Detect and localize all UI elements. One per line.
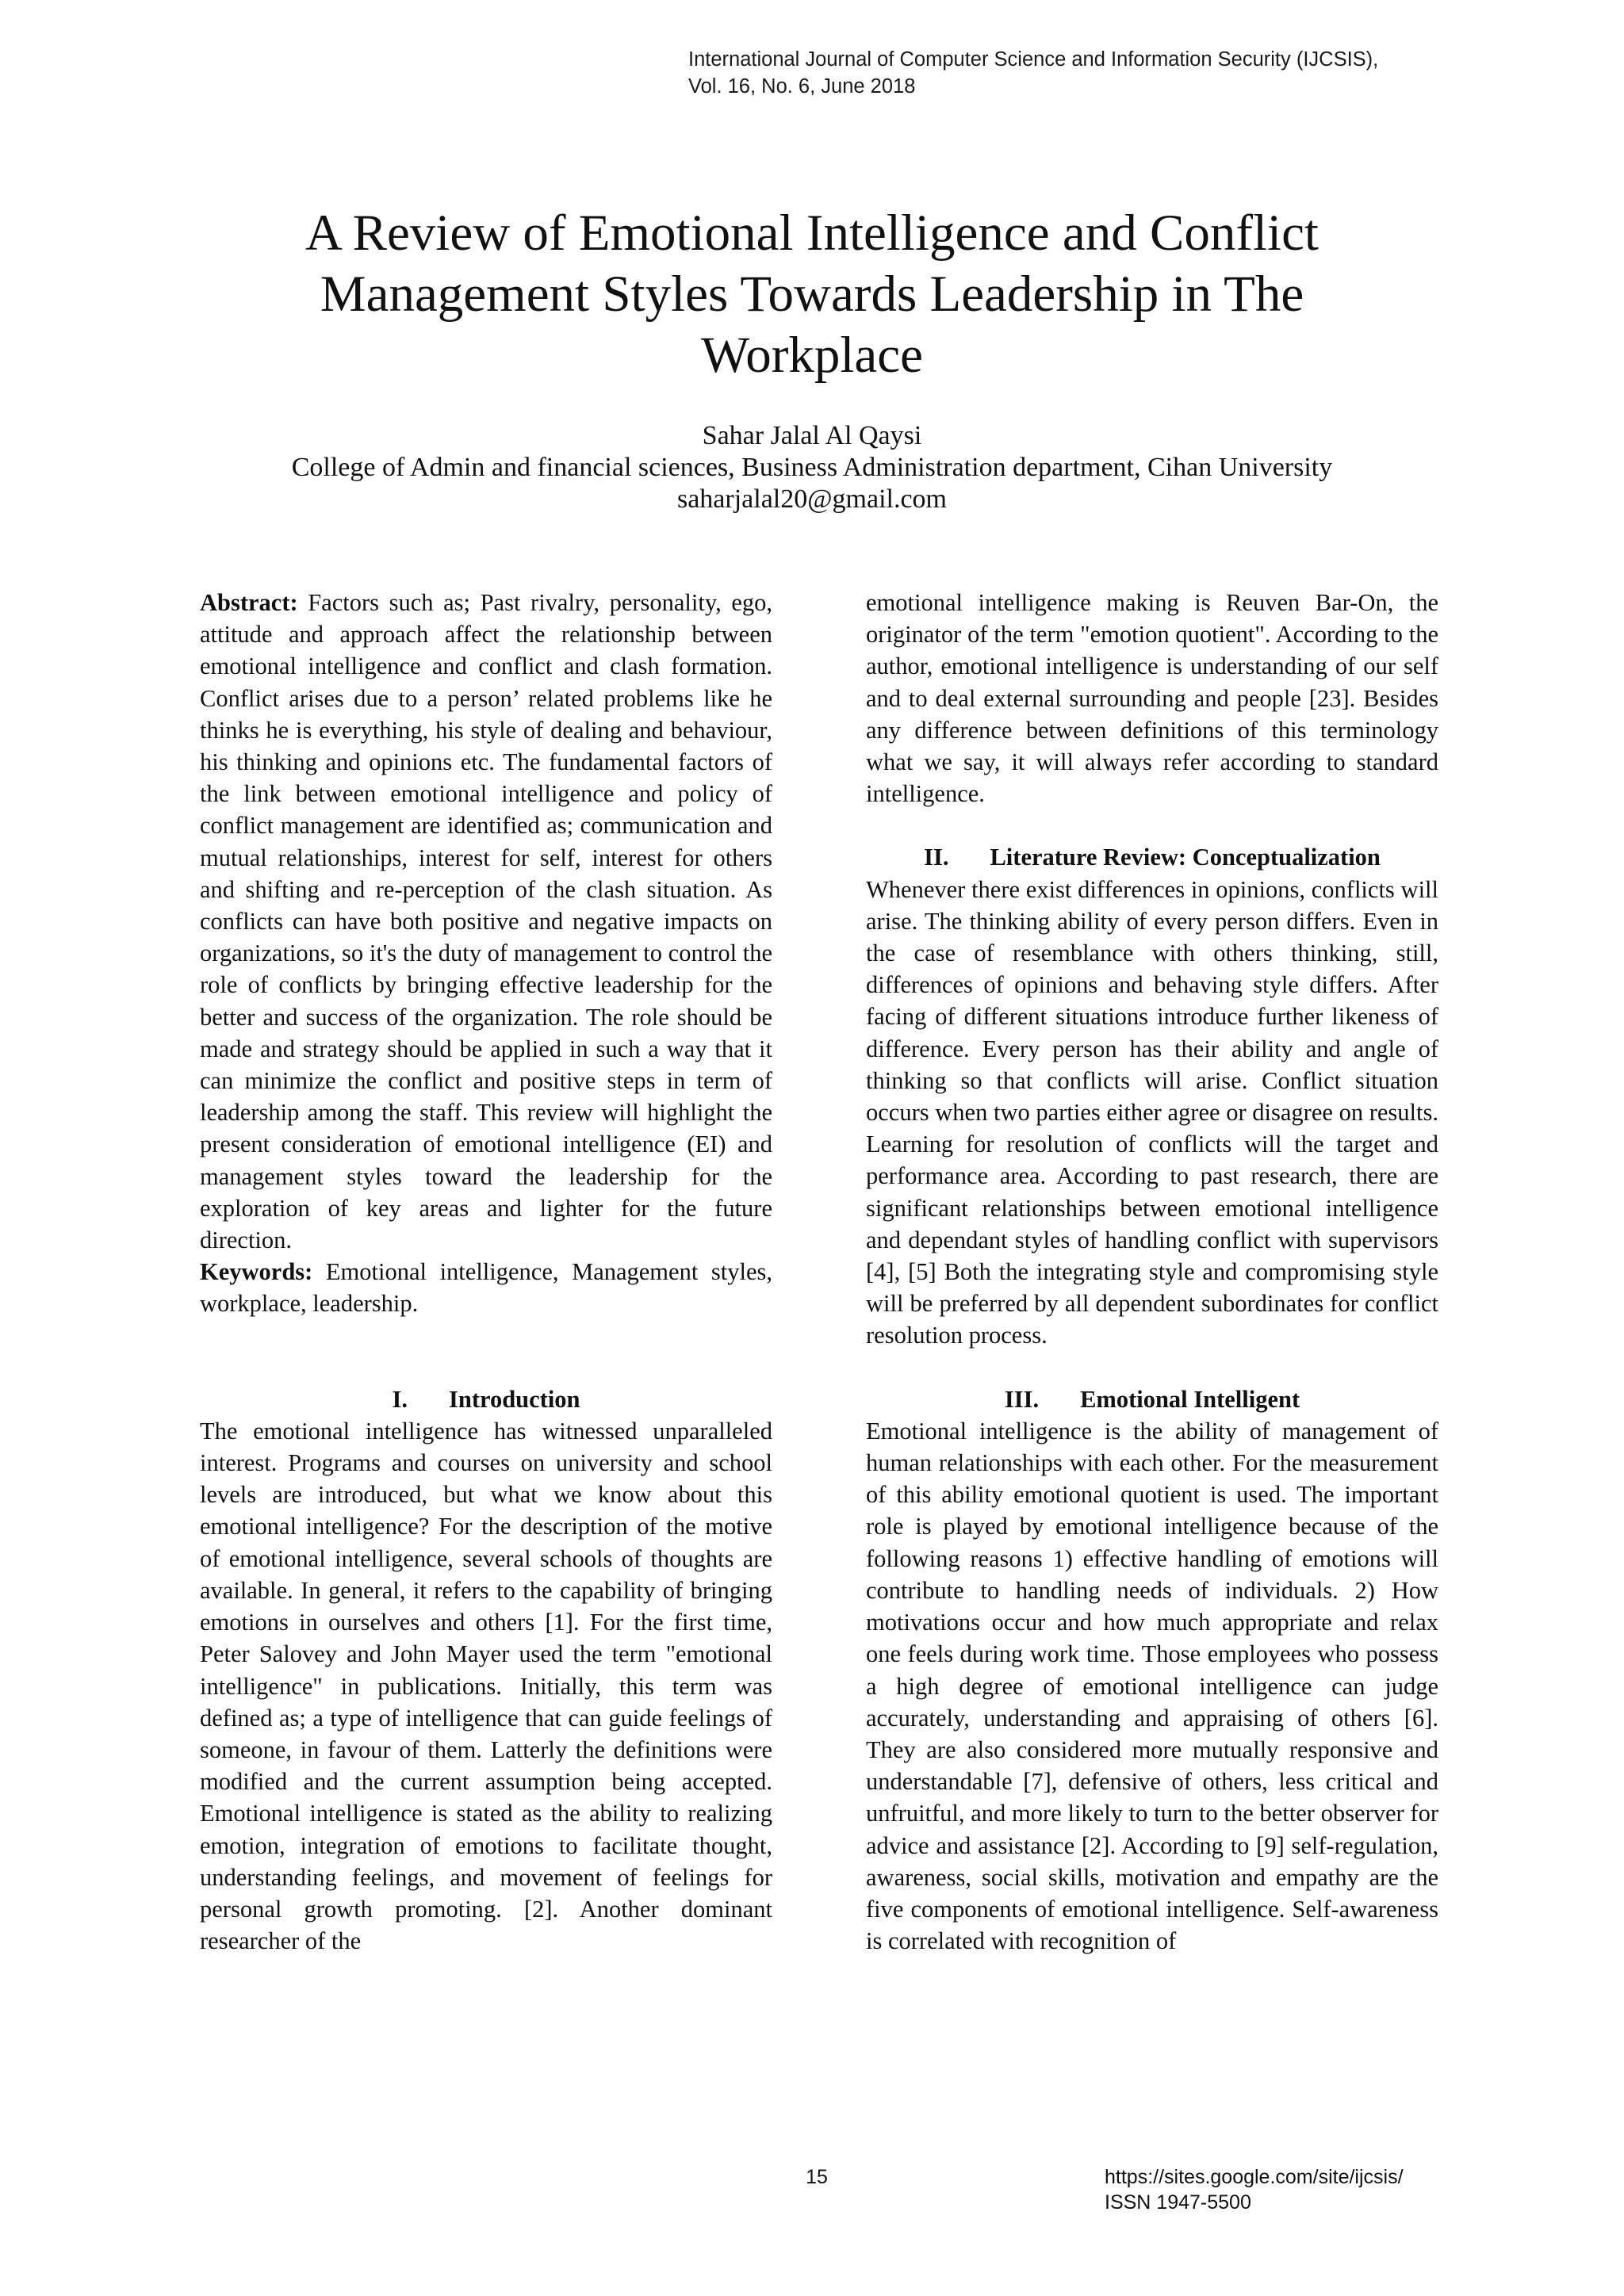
section-number: III.: [1004, 1385, 1040, 1413]
journal-header: [688, 46, 1561, 100]
section-title: Literature Review: Conceptualization: [990, 844, 1381, 871]
section-heading-emotional-intelligent: [866, 1383, 1438, 1415]
author-email: saharjalal20@gmail.com: [676, 484, 948, 514]
right-column: [866, 587, 1438, 1957]
journal-url[interactable]: https://sites.google.com/site/ijcsis/: [1105, 2166, 1404, 2188]
abstract-text: Factors such as; Past rivalry, personality, ego, attitude and approach affect the relationship between emotional intelligence and conflict and clash formation. Conflict arises due to a person’ related problems like he thinks he is everything, his style of dealing and behaviour, his thinking and opinions etc. The fundamental factors of the link between emotional intelligence and policy of conflict management are identified as; communication and mutual relationships, interest for self, interest for others and shifting and re-perception of the clash situation. As conflicts can have both positive and negative impacts on organizations, so it's the duty of management to control the role of conflicts by bringing effective leadership for the better and success of the organization. The role should be made and strategy should be applied in such a way that it can minimize the conflict and positive steps in term of leadership among the staff. This review will highlight the present consideration of emotional intelligence (EI) and management styles toward the leadership for the exploration of key areas and lighter for the future direction.: [200, 589, 772, 1254]
section-number: II.: [924, 844, 949, 871]
section-title: Emotional Intelligent: [1080, 1385, 1300, 1413]
introduction-text: The emotional intelligence has witnessed unparalleled interest. Programs and courses on university and school levels are introduced, but what we know about this emotional intelligence? For the description of the motive of emotional intelligence, several schools of thoughts are available. In general, it refers to the capability of bringing emotions in ourselves and others [1]. For the first time, Peter Salovey and John Mayer used the term "emotional intelligence" in publications. Initially, this term was defined as; a type of intelligence that can guide feelings of someone, in favour of them. Latterly the definitions were modified and the current assumption being accepted. Emotional intelligence is stated as the ability to realizing emotion, integration of emotions to facilitate thought, understanding feelings, and movement of feelings for personal growth promoting. [2]. Another dominant researcher of the: [200, 1417, 772, 1955]
keywords-label: Keywords:: [200, 1258, 313, 1286]
journal-volume: Vol. 16, No. 6, June 2018: [688, 75, 916, 98]
literature-review-text: Whenever there exist differences in opinions, conflicts will arise. The thinking ability of every person differs. Even in the case of resemblance with others thinking, still, differences of opinions and behaving style differs. After facing of different situations introduce further likeness of difference. Every person has their ability and angle of thinking so that conflicts will arise. Conflict situation occurs when two parties either agree or disagree on results. Learning for resolution of conflicts will the target and performance area. According to past research, there are significant relationships between emotional intelligence and dependant styles of handling conflict with supervisors [4], [5] Both the integrating style and compromising style will be preferred by all dependent subordinates for conflict resolution process.: [866, 875, 1438, 1349]
emotional-intelligent-text: Emotional intelligence is the ability of management of human relationships with each other. For the measurement of this ability emotional quotient is used. The important role is played by emotional intelligence because of the following reasons 1) effective handling of emotions will contribute to handling needs of individuals. 2) How motivations occur and how much appropriate and relax one feels during work time. Those employees who possess a high degree of emotional intelligence can judge accurately, understanding and appraising of others [6]. They are also considered more mutually responsive and understandable [7], defensive of others, less critical and unfruitful, and more likely to turn to the better observer for advice and assistance [2]. According to [9] self-regulation, awareness, social skills, motivation and empathy are the five components of emotional intelligence. Self-awareness is correlated with recognition of: [866, 1417, 1438, 1955]
journal-name: International Journal of Computer Science and Information Security (IJCSIS),: [688, 48, 1379, 71]
section-title: Introduction: [448, 1385, 580, 1413]
section-heading-literature-review: [866, 841, 1438, 873]
footer-info: [1105, 2164, 1580, 2215]
title-line-3: Workplace: [701, 327, 923, 384]
keywords: [200, 1256, 772, 1319]
title-line-1: A Review of Emotional Intelligence and Conflict: [304, 205, 1319, 262]
keywords-text: Emotional intelligence, Management styles, workplace, leadership.: [200, 1258, 772, 1318]
abstract-label: Abstract:: [200, 589, 298, 616]
section-number: I.: [392, 1385, 408, 1413]
title-line-2: Management Styles Towards Leadership in The: [320, 266, 1304, 323]
left-column: [200, 587, 772, 1957]
journal-issn: ISSN 1947-5500: [1105, 2191, 1251, 2214]
author-affiliation: College of Admin and financial sciences, Business Administration department, Cihan University: [291, 453, 1333, 482]
page-number: 15: [806, 2166, 828, 2188]
introduction-continued-text: emotional intelligence making is Reuven Bar-On, the originator of the term "emotion quotient". According to the author, emotional intelligence is understanding of our self and to deal external surrounding and people [23]. Besides any difference between definitions of this terminology what we say, it will always refer according to standard intelligence.: [866, 589, 1438, 808]
section-heading-introduction: [200, 1383, 772, 1415]
abstract: [200, 587, 772, 1256]
author-block: [135, 420, 1489, 515]
paper-title: [174, 203, 1450, 386]
author-name: Sahar Jalal Al Qaysi: [702, 421, 922, 450]
